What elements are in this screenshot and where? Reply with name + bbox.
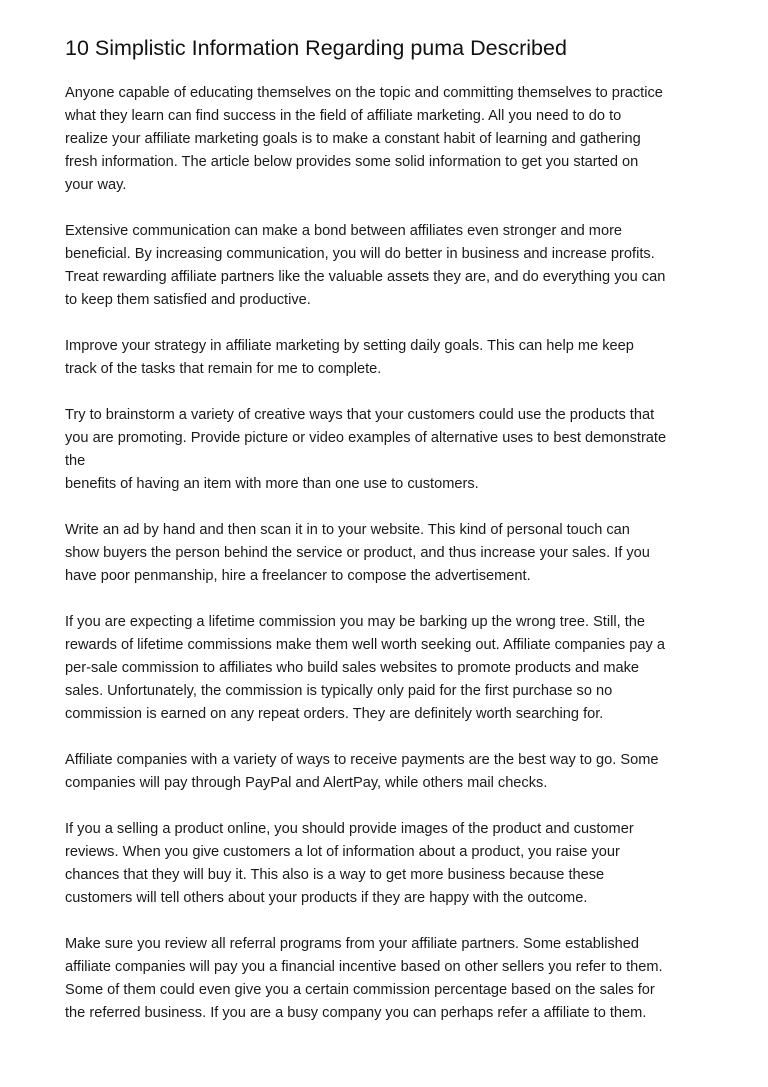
paragraph-line: rewards of lifetime commissions make them well worth seeking out. Affiliate companies pay a [65, 637, 665, 653]
paragraph-line: Make sure you review all referral programs from your affiliate partners. Some established [65, 936, 639, 952]
paragraph-8 [65, 818, 710, 910]
paragraph-line: Some of them could even give you a certain commission percentage based on the sales for [65, 982, 655, 998]
paragraph-line: Extensive communication can make a bond between affiliates even stronger and more [65, 223, 623, 239]
paragraph-line: If you a selling a product online, you should provide images of the product and customer [65, 821, 634, 837]
paragraph-line: have poor penmanship, hire a freelancer to compose the advertisement. [65, 568, 531, 584]
paragraph-line: Anyone capable of educating themselves on the topic and committing themselves to practice [65, 85, 663, 101]
paragraph-line: sales. Unfortunately, the commission is typically only paid for the first purchase so no [65, 683, 613, 699]
paragraph-line: per-sale commission to affiliates who build sales websites to promote products and make [65, 660, 640, 676]
paragraph-line: to keep them satisfied and productive. [65, 292, 311, 308]
paragraph-4 [65, 404, 710, 496]
paragraph-line: Try to brainstorm a variety of creative ways that your customers could use the products that [65, 407, 655, 423]
document-body [65, 82, 710, 1025]
paragraph-line: show buyers the person behind the service or product, and thus increase your sales. If you [65, 545, 650, 561]
paragraph-line: beneficial. By increasing communication, you will do better in business and increase profits. [65, 246, 655, 262]
paragraph-line: fresh information. The article below provides some solid information to get you started on [65, 154, 639, 170]
paragraph-line: your way. [65, 177, 127, 193]
paragraph-line: commission is earned on any repeat orders. They are definitely worth searching for. [65, 706, 604, 722]
paragraph-9 [65, 933, 710, 1025]
paragraph-line: track of the tasks that remain for me to complete. [65, 361, 382, 377]
document-title: 10 Simplistic Information Regarding puma Described [65, 36, 567, 60]
paragraph-6 [65, 611, 710, 726]
paragraph-2 [65, 220, 710, 312]
paragraph-line: affiliate companies will pay you a financial incentive based on other sellers you refer to them. [65, 959, 663, 975]
paragraph-line: Write an ad by hand and then scan it in to your website. This kind of personal touch can [65, 522, 630, 538]
paragraph-line: benefits of having an item with more than one use to customers. [65, 476, 479, 492]
paragraph-line: customers will tell others about your products if they are happy with the outcome. [65, 890, 588, 906]
paragraph-3 [65, 335, 710, 381]
paragraph-line: Improve your strategy in affiliate marketing by setting daily goals. This can help me keep [65, 338, 634, 354]
paragraph-line: chances that they will buy it. This also is a way to get more business because these [65, 867, 605, 883]
paragraph-line: If you are expecting a lifetime commission you may be barking up the wrong tree. Still, the [65, 614, 645, 630]
paragraph-5 [65, 519, 710, 588]
paragraph-7 [65, 749, 710, 795]
paragraph-1 [65, 82, 710, 197]
paragraph-line: realize your affiliate marketing goals is to make a constant habit of learning and gathering [65, 131, 641, 147]
paragraph-line: companies will pay through PayPal and AlertPay, while others mail checks. [65, 775, 548, 791]
paragraph-line: the [65, 453, 86, 469]
paragraph-line: what they learn can find success in the field of affiliate marketing. All you need to do to [65, 108, 622, 124]
paragraph-line: the referred business. If you are a busy company you can perhaps refer a affiliate to them. [65, 1005, 647, 1021]
paragraph-line: you are promoting. Provide picture or video examples of alternative uses to best demonstrate [65, 430, 667, 446]
paragraph-line: Treat rewarding affiliate partners like the valuable assets they are, and do everything you can [65, 269, 666, 285]
paragraph-line: Affiliate companies with a variety of ways to receive payments are the best way to go. Some [65, 752, 659, 768]
paragraph-line: reviews. When you give customers a lot of information about a product, you raise your [65, 844, 620, 860]
document-page [65, 34, 710, 1048]
